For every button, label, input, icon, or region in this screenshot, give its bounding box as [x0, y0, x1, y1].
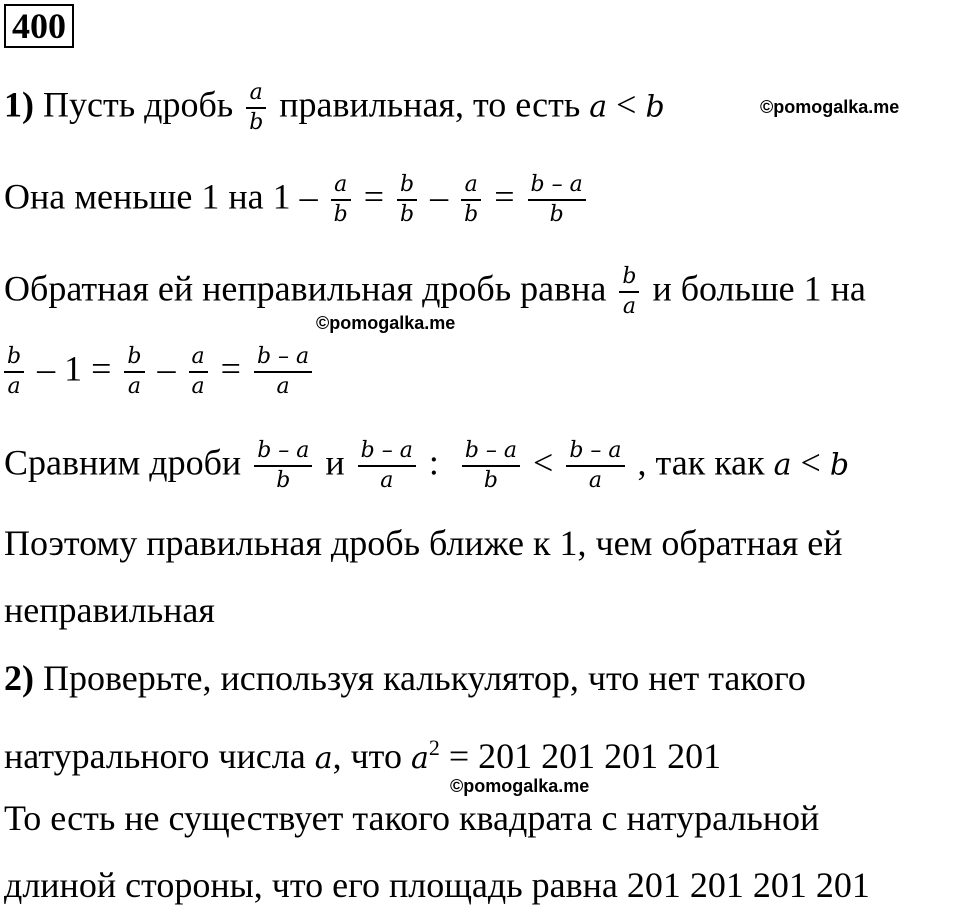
denominator: b — [333, 202, 348, 227]
text: Сравним дроби — [4, 442, 242, 483]
variable: b — [645, 89, 665, 125]
numerator: b – a — [257, 438, 310, 463]
text: , так как — [637, 442, 765, 483]
fraction — [566, 440, 624, 492]
variable: a — [773, 447, 792, 483]
operator: < — [533, 442, 554, 483]
task-number: 400 — [4, 4, 74, 48]
fraction-bar — [358, 465, 416, 467]
denominator: b — [549, 202, 564, 227]
fraction-bar — [462, 465, 520, 467]
text: – 1 = — [37, 348, 112, 389]
fraction-bar — [4, 371, 24, 373]
text: , что — [332, 736, 402, 776]
paragraph-6: Поэтому правильная дробь ближе к 1, чем обратная ей — [4, 523, 843, 563]
fraction — [124, 346, 144, 398]
fraction-bar — [619, 291, 639, 293]
denominator: b — [276, 468, 291, 493]
numerator: b — [622, 264, 637, 289]
numerator: b — [7, 344, 22, 369]
fraction-bar — [397, 199, 417, 201]
fraction-bar — [246, 107, 266, 109]
operator: = — [220, 348, 241, 389]
denominator: a — [276, 374, 290, 399]
operator: = — [363, 176, 385, 217]
watermark: ©pomogalka.me — [316, 313, 456, 333]
variable: a — [589, 89, 608, 125]
text: Она меньше 1 на 1 – — [4, 176, 318, 217]
watermark: ©pomogalka.me — [760, 97, 900, 117]
fraction — [462, 440, 520, 492]
numerator: a — [464, 172, 478, 197]
operator: < — [800, 442, 821, 483]
numerator: b – a — [569, 438, 622, 463]
fraction — [254, 440, 312, 492]
numerator: b – a — [530, 172, 583, 197]
denominator: b — [483, 468, 498, 493]
text: и больше 1 на — [652, 268, 866, 309]
operator: – — [430, 176, 449, 217]
fraction-bar — [124, 371, 144, 373]
paragraph-10: То есть не существует такого квадрата с натуральной — [4, 798, 820, 838]
numerator: b – a — [256, 344, 310, 369]
variable: a — [314, 741, 333, 776]
fraction-bar — [331, 199, 351, 201]
text: правильная, то есть — [279, 84, 581, 125]
watermark: ©pomogalka.me — [450, 776, 590, 796]
denominator: a — [622, 294, 636, 319]
fraction — [331, 174, 351, 226]
fraction — [246, 82, 266, 134]
numerator: b – a — [360, 438, 413, 463]
numerator: a — [249, 80, 263, 105]
denominator: a — [380, 468, 394, 493]
denominator: b — [400, 202, 415, 227]
paragraph-7: неправильная — [4, 590, 215, 630]
fraction — [528, 174, 586, 226]
paragraph-5 — [4, 440, 849, 492]
fraction-bar — [461, 199, 481, 201]
fraction-bar — [254, 371, 312, 373]
paragraph-9 — [4, 726, 721, 781]
denominator: a — [588, 468, 603, 493]
fraction — [619, 266, 639, 318]
numerator: b – a — [464, 438, 518, 463]
fraction — [461, 174, 481, 226]
fraction — [189, 346, 208, 398]
exponent: 2 — [428, 735, 440, 760]
denominator: a — [191, 374, 205, 399]
numerator: a — [191, 344, 205, 369]
operator: : — [428, 442, 439, 483]
denominator: a — [127, 374, 142, 399]
paragraph-8 — [4, 656, 806, 700]
paragraph-2 — [4, 174, 590, 226]
numerator: a — [334, 172, 348, 197]
part-label: 2) — [4, 658, 34, 698]
fraction-bar — [254, 465, 312, 467]
paragraph-11: длиной стороны, что его площадь равна 201 201 201 201 — [4, 865, 870, 905]
numerator: b — [400, 172, 415, 197]
operator: = — [494, 176, 515, 217]
denominator: a — [7, 374, 21, 399]
text: Проверьте, используя калькулятор, что нет такого — [43, 658, 806, 698]
text: Пусть дробь — [43, 84, 234, 125]
fraction-bar — [189, 371, 208, 373]
paragraph-4 — [4, 346, 316, 398]
fraction-bar — [566, 465, 624, 467]
paragraph-3 — [4, 266, 866, 318]
paragraph-1 — [4, 82, 665, 134]
operator: < — [616, 84, 637, 125]
part-label: 1) — [4, 84, 34, 125]
denominator: b — [249, 110, 264, 135]
text: = 201 201 201 201 — [448, 736, 722, 776]
fraction-bar — [528, 199, 586, 201]
text: и — [325, 442, 345, 483]
variable: a — [410, 741, 429, 776]
denominator: b — [464, 202, 479, 227]
variable: b — [829, 447, 850, 483]
fraction — [358, 440, 416, 492]
fraction — [4, 346, 24, 398]
fraction — [254, 346, 312, 398]
text: Обратная ей неправильная дробь равна — [4, 268, 607, 309]
fraction — [397, 174, 417, 226]
text: натурального числа — [4, 736, 306, 776]
operator: – — [157, 348, 176, 389]
numerator: b — [127, 344, 142, 369]
